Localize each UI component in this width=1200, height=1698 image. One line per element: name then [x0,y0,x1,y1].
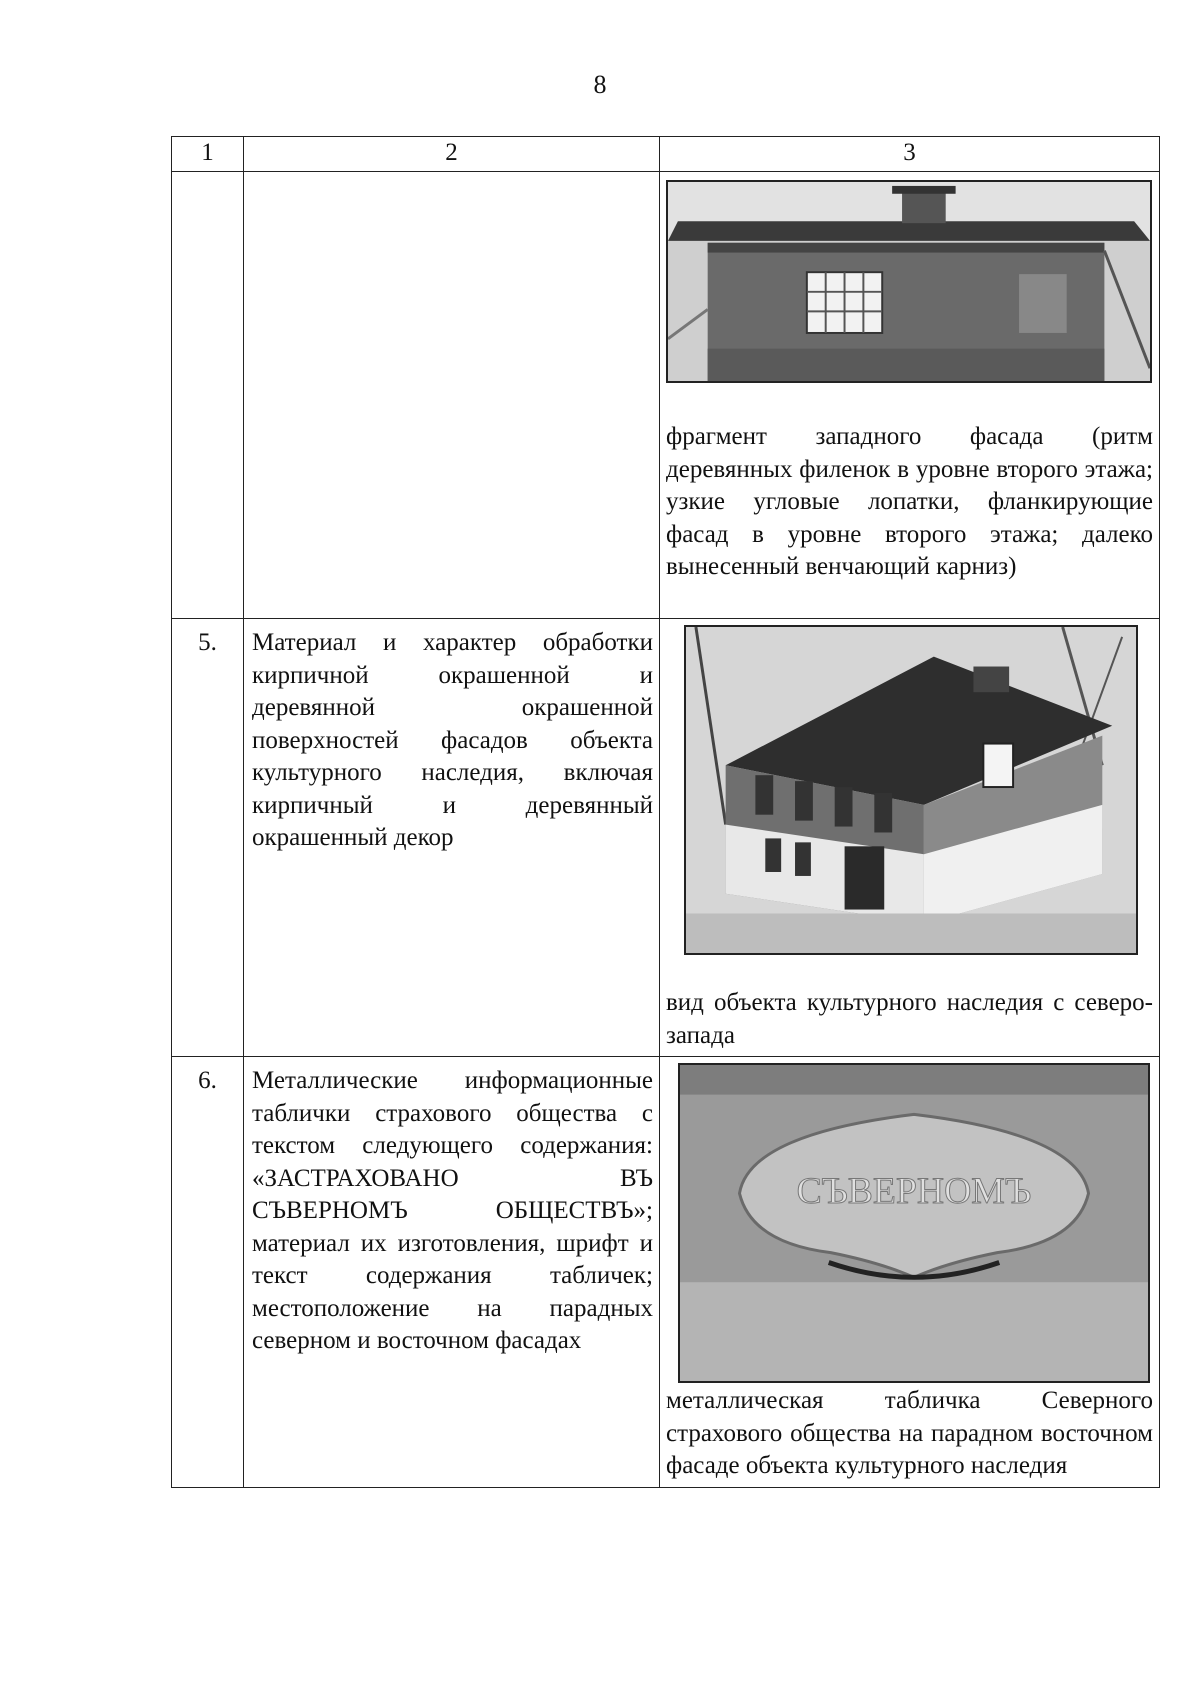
header-col-1: 1 [172,137,244,172]
heritage-features-table [171,136,1160,1488]
row-illustration-cell [660,619,1160,1057]
row-illustration-cell [660,1057,1160,1488]
header-col-3: 3 [660,137,1160,172]
page-number: 8 [593,70,607,99]
row-number [172,172,244,619]
metal-plaque-photo [678,1063,1150,1383]
row-description: Металлические информационные таблички страхового общества с текстом следующего содержания: «ЗАСТРАХОВАНО ВЪ СЪВЕРНОМЪ ОБЩЕСТВЪ»; материал их изготовления, шрифт и текст содержания табличек; местоположение на парадных северном и восточном фасадах [244,1057,660,1488]
photo-caption: вид объекта культурного наследия с северо-запада [666,989,1153,1049]
row-description [244,172,660,619]
header-col-2: 2 [244,137,660,172]
row-illustration-cell [660,172,1160,619]
table-row [172,1057,1160,1488]
table-header-row [172,137,1160,172]
photo-caption: металлическая табличка Северного страхового общества на парадном восточном фасаде объекта культурного наследия [666,1387,1153,1479]
table-row [172,619,1160,1057]
facade-fragment-photo [666,180,1152,383]
row-description: Материал и характер обработки кирпичной окрашенной и деревянной окрашенной поверхностей фасадов объекта культурного наследия, включая кирпичный и деревянный окрашенный декор [244,619,660,1057]
photo-caption: фрагмент западного фасада (ритм деревянных филенок в уровне второго этажа; узкие угловые лопатки, фланкирующие фасад в уровне второго этажа; далеко вынесенный венчающий карниз) [666,423,1153,580]
row-number: 6. [172,1057,244,1488]
plaque-text: СЪВЕРНОМЪ [796,1170,1032,1213]
building-northwest-photo [684,625,1138,955]
row-number: 5. [172,619,244,1057]
table-row [172,172,1160,619]
